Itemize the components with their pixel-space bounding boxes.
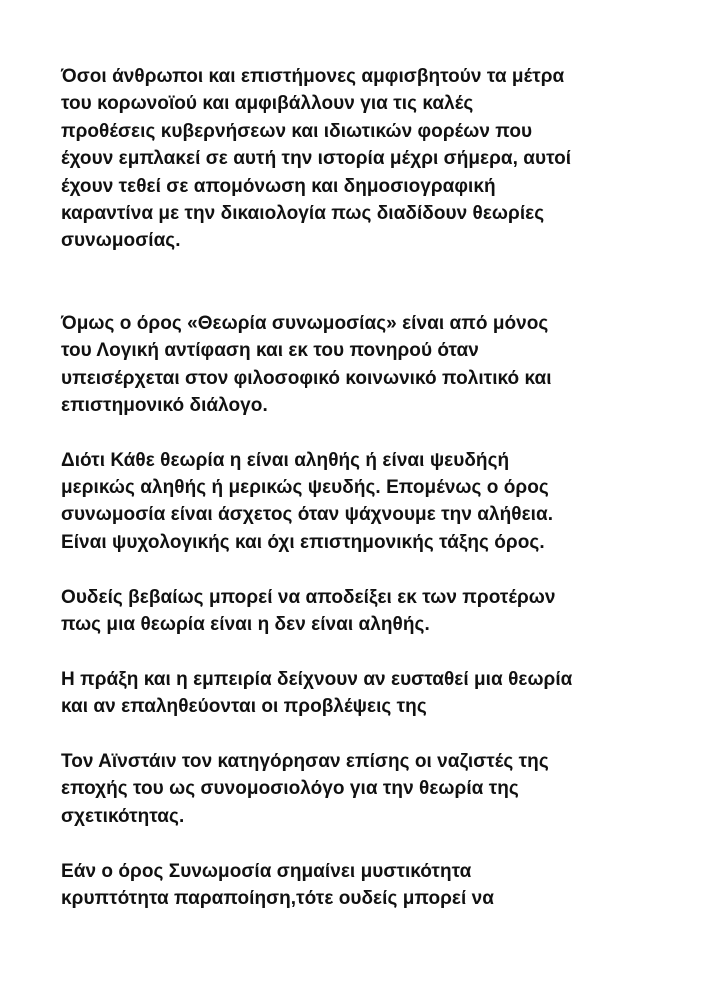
paragraph-spacer	[61, 721, 681, 748]
paragraph-1	[61, 63, 681, 255]
paragraph-spacer	[61, 830, 681, 857]
paragraph-spacer	[61, 556, 681, 583]
text-line: έχουν εμπλακεί σε αυτή την ιστορία μέχρι σήμερα, αυτοί	[61, 148, 572, 170]
paragraph-7	[61, 858, 681, 913]
paragraph-4	[61, 584, 681, 639]
text-line: Διότι Κάθε θεωρία η είναι αληθής ή είναι ψευδήςή	[61, 449, 510, 471]
paragraph-spacer	[61, 638, 681, 665]
text-line: Όσοι άνθρωποι και επιστήμονες αμφισβητούν τα μέτρα	[61, 66, 565, 87]
text-line: Η πράξη και η εμπειρία δείχνουν αν ευσταθεί μια θεωρία	[61, 668, 573, 690]
text-line: καραντίνα με την δικαιολογία πως διαδίδουν θεωρίες	[61, 202, 545, 224]
text-line: Είναι ψυχολογικής και όχι επιστημονικής τάξης όρος.	[61, 531, 545, 553]
text-line: πως μια θεωρία είναι η δεν είναι αληθής.	[61, 614, 430, 636]
text-line: κρυπτότητα παραποίηση,τότε ουδείς μπορεί να	[61, 887, 494, 909]
text-line: έχουν τεθεί σε απομόνωση και δημοσιογραφική	[61, 175, 496, 197]
text-line: συνωμοσία είναι άσχετος όταν ψάχνουμε την αλήθεια.	[61, 504, 554, 526]
text-line: σχετικότητας.	[61, 805, 185, 827]
paragraph-spacer	[61, 419, 681, 446]
paragraph-3	[61, 447, 681, 557]
text-line: υπεισέρχεται στον φιλοσοφικό κοινωνικό πολιτικό και	[61, 367, 552, 389]
document-body	[61, 63, 681, 912]
text-line: και αν επαληθεύονται οι προβλέψεις της	[61, 696, 427, 718]
text-line: μερικώς αληθής ή μερικώς ψευδής. Επομένως ο όρος	[61, 477, 549, 499]
text-line: του Λογική αντίφαση και εκ του πονηρού όταν	[61, 340, 479, 362]
paragraph-spacer	[61, 255, 681, 310]
text-line: Ουδείς βεβαίως μπορεί να αποδείξει εκ των προτέρων	[61, 586, 556, 608]
paragraph-6	[61, 748, 681, 830]
text-line: Εάν ο όρος Συνωμοσία σημαίνει μυστικότητα	[61, 860, 472, 882]
text-line: Όμως ο όρος «Θεωρία συνωμοσίας» είναι από μόνος	[61, 312, 549, 334]
text-line: προθέσεις κυβερνήσεων και ιδιωτικών φορέων που	[61, 120, 533, 142]
paragraph-5	[61, 666, 681, 721]
text-line: εποχής του ως συνομοσιολόγο για την θεωρία της	[61, 778, 519, 800]
text-line: Τον Αϊνστάιν τον κατηγόρησαν επίσης οι ναζιστές της	[61, 750, 549, 772]
paragraph-2	[61, 310, 681, 420]
text-line: συνωμοσίας.	[61, 230, 181, 252]
text-line: επιστημονικό διάλογο.	[61, 394, 268, 416]
text-line: του κορωνοϊού και αμφιβάλλουν για τις καλές	[61, 93, 474, 115]
